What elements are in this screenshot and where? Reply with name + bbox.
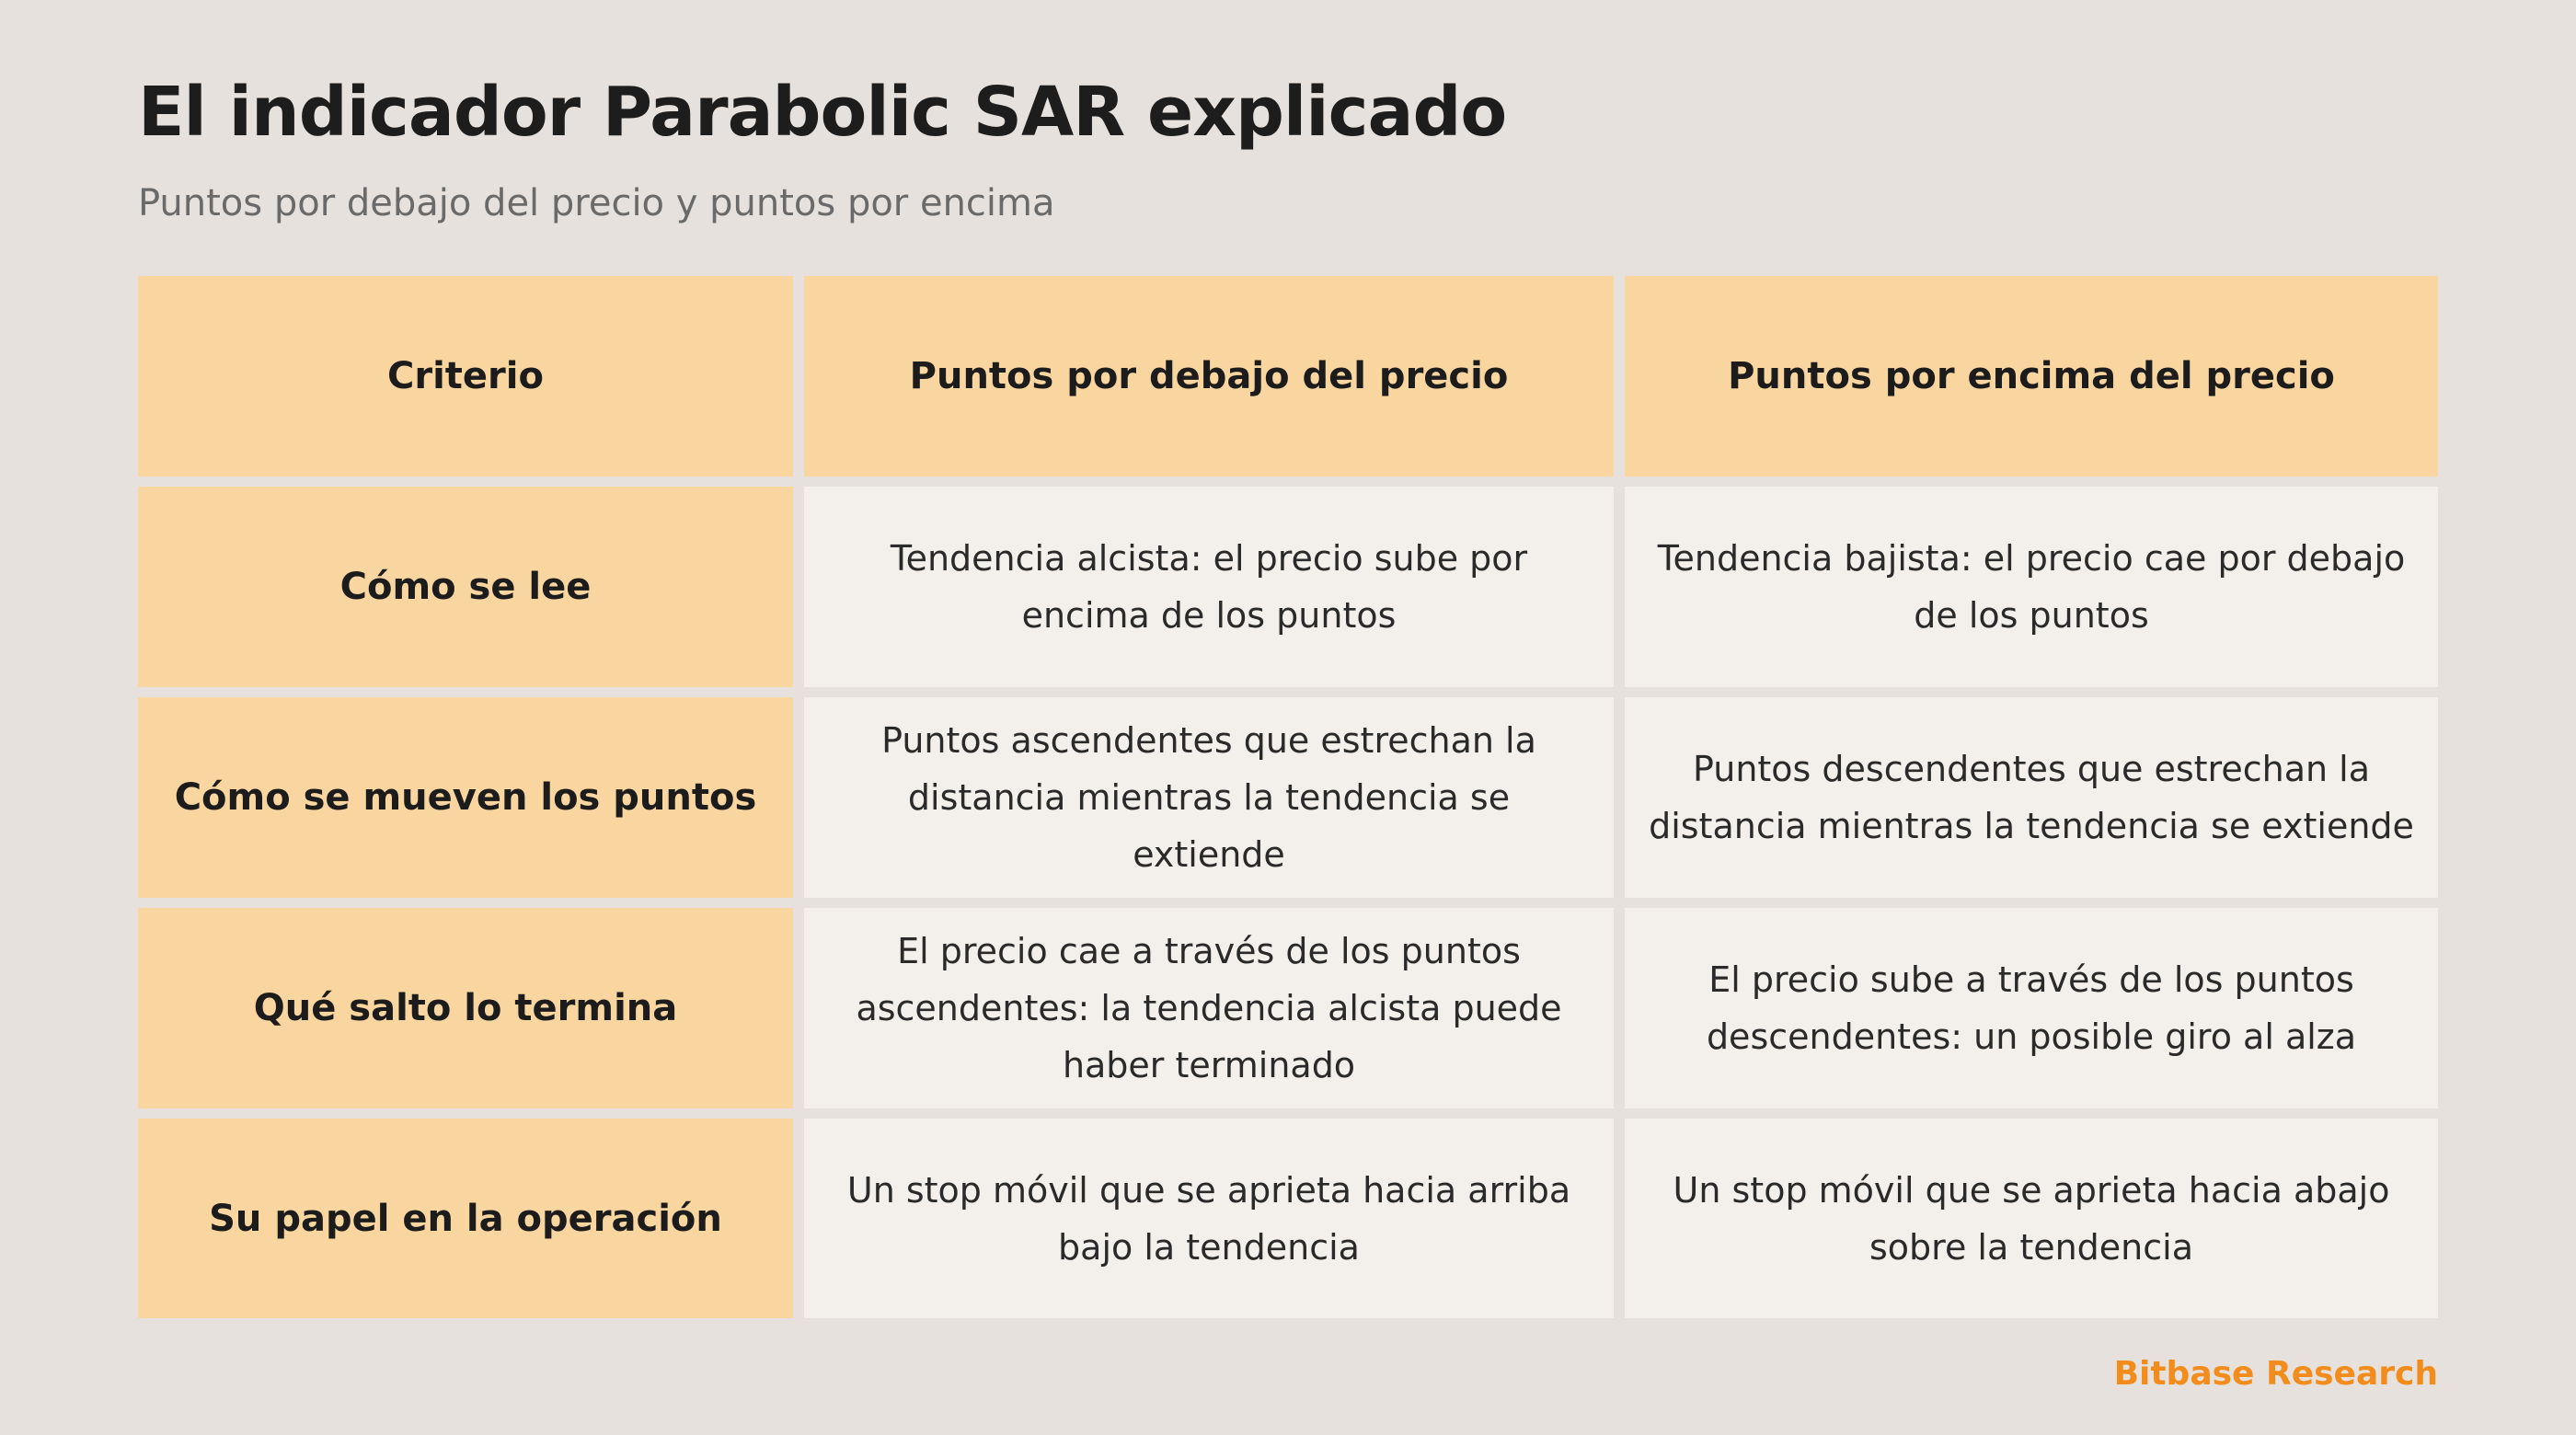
cell-movement-below: Puntos ascendentes que estrechan la distancia mientras la tendencia se extiende [804,697,1614,898]
cell-reading-below: Tendencia alcista: el precio sube por encima de los puntos [804,487,1614,687]
column-header-above-price: Puntos por encima del precio [1625,276,2438,476]
cell-trading-role-above: Un stop móvil que se aprieta hacia abajo sobre la tendencia [1625,1119,2438,1318]
row-criterion-reading: Cómo se lee [138,487,793,687]
page-title: El indicador Parabolic SAR explicado [138,73,1507,152]
row-criterion-trading-role: Su papel en la operación [138,1119,793,1318]
row-criterion-movement: Cómo se mueven los puntos [138,697,793,898]
cell-movement-above: Puntos descendentes que estrechan la distancia mientras la tendencia se extiende [1625,697,2438,898]
cell-reversal-below: El precio cae a través de los puntos ascendentes: la tendencia alcista puede haber terminado [804,908,1614,1108]
column-header-below-price: Puntos por debajo del precio [804,276,1614,476]
cell-reversal-above: El precio sube a través de los puntos descendentes: un posible giro al alza [1625,908,2438,1108]
cell-trading-role-below: Un stop móvil que se aprieta hacia arriba bajo la tendencia [804,1119,1614,1318]
row-criterion-reversal: Qué salto lo termina [138,908,793,1108]
page-subtitle: Puntos por debajo del precio y puntos por encima [138,182,1055,224]
comparison-table [138,276,2438,1318]
cell-reading-above: Tendencia bajista: el precio cae por debajo de los puntos [1625,487,2438,687]
brand-label: Bitbase Research [2113,1355,2438,1393]
column-header-criterion: Criterio [138,276,793,476]
